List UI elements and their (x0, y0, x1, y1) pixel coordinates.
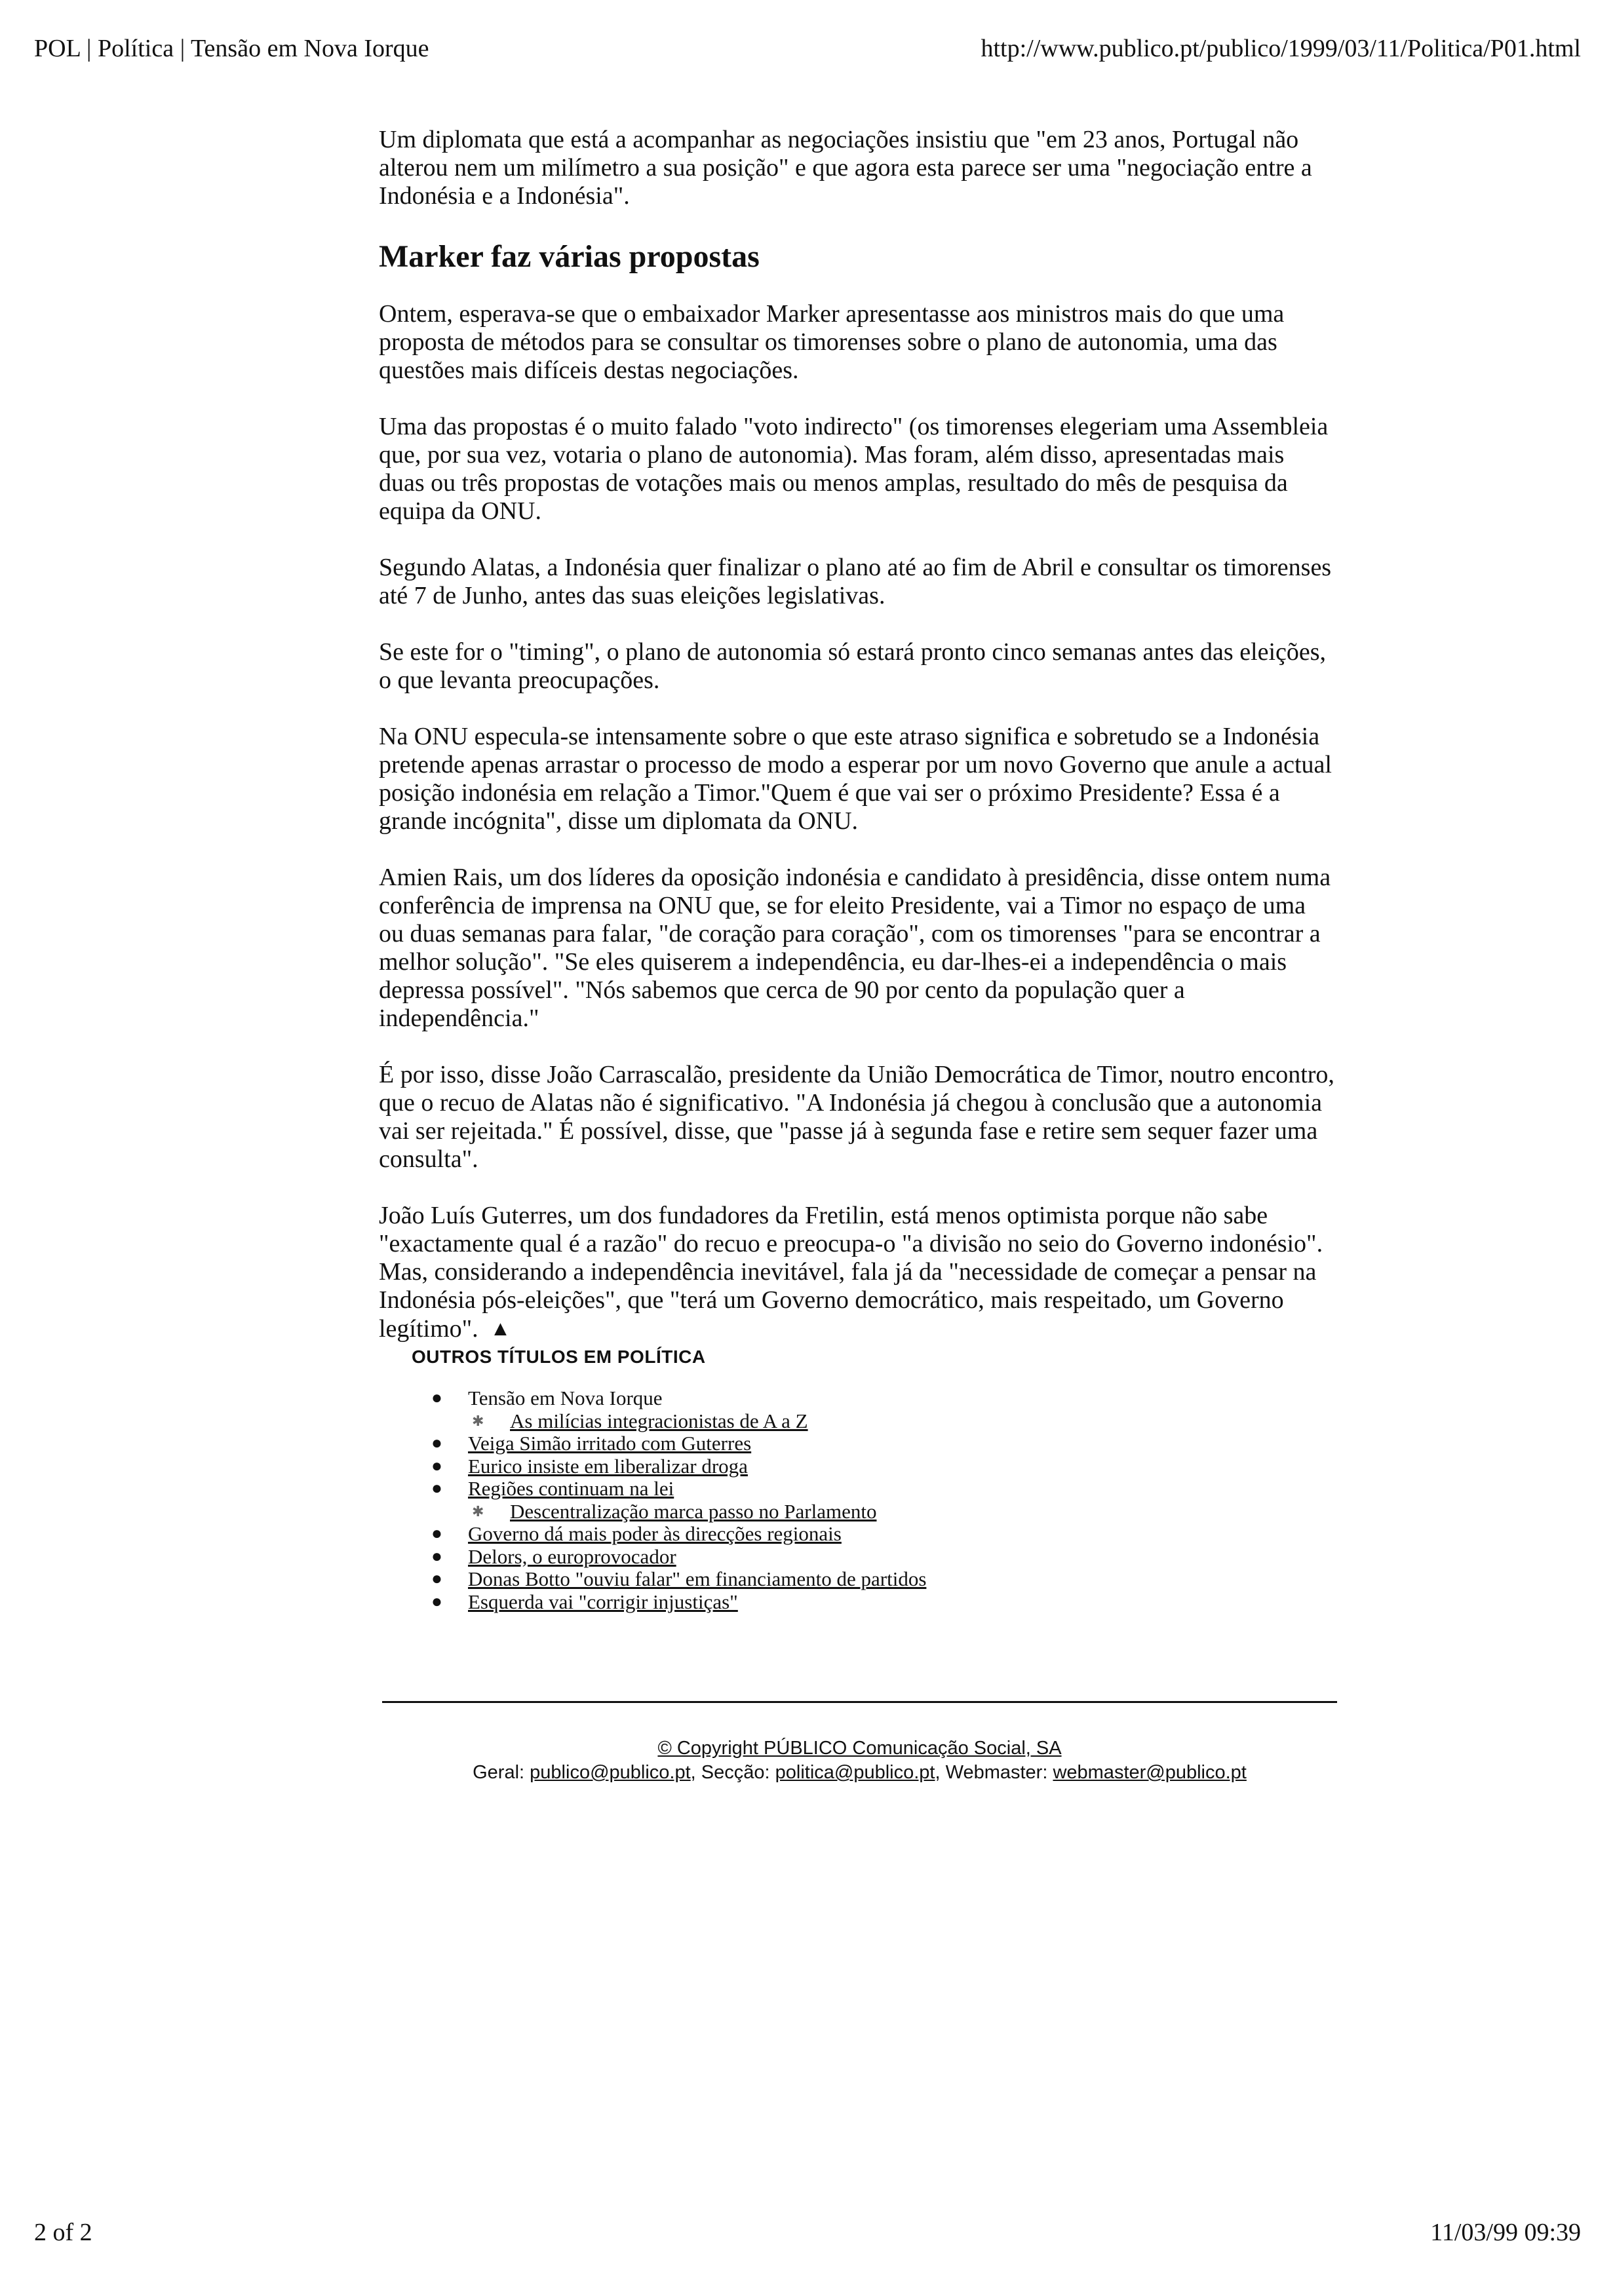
related-item (412, 1478, 1395, 1501)
related-item (412, 1591, 1395, 1614)
footer-divider (382, 1701, 1337, 1703)
article-subheading: Marker faz várias propostas (379, 239, 760, 274)
article-body (379, 126, 1336, 1371)
related-item-link[interactable]: Regiões continuam na lei (468, 1477, 674, 1500)
article-final-text: João Luís Guterres, um dos fundadores da Fretilin, está menos optimista porque não sabe "exactamente qual é a razão" do recuo e preocupa-o "a divisão no seio do Governo indonésio". Mas, considerando a independência inevitável, fala já da "necessidade de começar a pensar na Indonésia pós-eleições", que "terá um Governo democrático, mais respeitado, um Governo legítimo". (379, 1202, 1323, 1343)
print-header-title: POL | Política | Tensão em Nova Iorque (34, 35, 429, 62)
related-item-link[interactable]: As milícias integracionistas de A a Z (510, 1409, 808, 1432)
related-item-link[interactable]: Eurico insiste em liberalizar droga (468, 1454, 748, 1478)
article-paragraph: Na ONU especula-se intensamente sobre o que este atraso significa e sobretudo se a Indonésia pretende apenas arrastar o processo de modo a esperar por um novo Governo que anule a actual posição indonésia em relação a Timor."Quem é que vai ser o próximo Presidente? Essa é a grande incógnita", disse um diplomata da ONU. (379, 723, 1332, 835)
article-paragraph: Um diplomata que está a acompanhar as negociações insistiu que "em 23 anos, Portugal não alterou nem um milímetro a sua posição" e que agora esta parece ser uma "negociação entre a Indonésia e a Indonésia". (379, 126, 1312, 210)
bullet-icon: ✱ (472, 1412, 484, 1429)
seccao-label: , Secção: (690, 1762, 770, 1783)
related-item (412, 1523, 1395, 1546)
bullet-icon: ● (431, 1433, 442, 1453)
bullet-icon: ● (431, 1591, 442, 1612)
copyright-block (382, 1736, 1337, 1785)
webmaster-label: , Webmaster: (935, 1762, 1048, 1783)
article-paragraph: Uma das propostas é o muito falado "voto indirecto" (os timorenses elegeriam uma Assembleia que, por sua vez, votaria o plano de autonomia). Mas foram, além disso, apresentadas mais duas ou três propostas de votações mais ou menos amplas, resultado do mês de pesquisa da equipa da ONU. (379, 413, 1329, 525)
related-titles-heading: OUTROS TÍTULOS EM POLÍTICA (412, 1347, 706, 1367)
article-final-paragraph (379, 1202, 1336, 1343)
bullet-icon: ● (431, 1569, 442, 1589)
print-header-url: http://www.publico.pt/publico/1999/03/11/Politica/P01.html (981, 35, 1581, 62)
related-titles-section (412, 1347, 1395, 1613)
related-item-subitem (412, 1501, 1395, 1523)
related-item-link[interactable]: Veiga Simão irritado com Guterres (468, 1432, 752, 1455)
bullet-icon: ● (431, 1388, 442, 1408)
seccao-email-link[interactable]: politica@publico.pt (775, 1762, 935, 1783)
related-item-link[interactable]: Delors, o europrovocador (468, 1544, 676, 1568)
related-item (412, 1568, 1395, 1591)
geral-email-link[interactable]: publico@publico.pt (530, 1762, 691, 1783)
related-item (412, 1455, 1395, 1478)
related-item-link[interactable]: Descentralização marca passo no Parlamento (510, 1499, 877, 1523)
geral-label: Geral: (473, 1762, 525, 1783)
article-paragraph: Amien Rais, um dos líderes da oposição indonésia e candidato à presidência, disse ontem numa conferência de imprensa na ONU que, se for eleito Presidente, vai a Timor no espaço de uma ou duas semanas para falar, "de coração para coração", com os timorenses "para se encontrar a melhor solução". "Se eles quiserem a independência, eu dar-lhes-ei a independência o mais depressa possível". "Nós sabemos que cerca de 90 por cento da população quer a independência." (379, 864, 1331, 1032)
bullet-icon: ● (431, 1546, 442, 1567)
end-of-article-icon: ▲ (490, 1316, 511, 1340)
related-item-label: Tensão em Nova Iorque (468, 1387, 663, 1409)
related-item-link[interactable]: Governo dá mais poder às direcções regionais (468, 1522, 842, 1545)
bullet-icon: ● (431, 1455, 442, 1476)
print-footer-datetime: 11/03/99 09:39 (1430, 2219, 1581, 2246)
article-paragraph: É por isso, disse João Carrascalão, presidente da União Democrática de Timor, noutro encontro, que o recuo de Alatas não é significativo. "A Indonésia já chegou à conclusão que a autonomia vai ser rejeitada." É possível, disse, que "passe já à segunda fase e retire sem sequer fazer uma consulta". (379, 1061, 1334, 1173)
bullet-icon: ● (431, 1523, 442, 1544)
related-item-link[interactable]: Esquerda vai "corrigir injustiças" (468, 1590, 738, 1613)
article-paragraph: Se este for o "timing", o plano de autonomia só estará pronto cinco semanas antes das eleições, o que levanta preocupações. (379, 638, 1327, 694)
related-item (412, 1546, 1395, 1569)
related-item-link[interactable]: Donas Botto "ouviu falar" em financiamento de partidos (468, 1567, 927, 1590)
print-footer-page: 2 of 2 (34, 2219, 92, 2246)
related-item (412, 1432, 1395, 1455)
article-paragraph: Segundo Alatas, a Indonésia quer finalizar o plano até ao fim de Abril e consultar os timorenses até 7 de Junho, antes das suas eleições legislativas. (379, 554, 1332, 609)
contact-line (382, 1761, 1337, 1785)
related-titles-list (412, 1387, 1395, 1613)
related-item-subitem (412, 1410, 1395, 1433)
article-paragraph: Ontem, esperava-se que o embaixador Marker apresentasse aos ministros mais do que uma proposta de métodos para se consultar os timorenses sobre o plano de autonomia, uma das questões mais difíceis destas negociações. (379, 300, 1285, 384)
webmaster-email-link[interactable]: webmaster@publico.pt (1053, 1762, 1247, 1783)
bullet-icon: ● (431, 1478, 442, 1499)
copyright-link[interactable]: © Copyright PÚBLICO Comunicação Social, SA (657, 1738, 1062, 1759)
bullet-icon: ✱ (472, 1502, 484, 1520)
related-item-current (412, 1387, 1395, 1410)
